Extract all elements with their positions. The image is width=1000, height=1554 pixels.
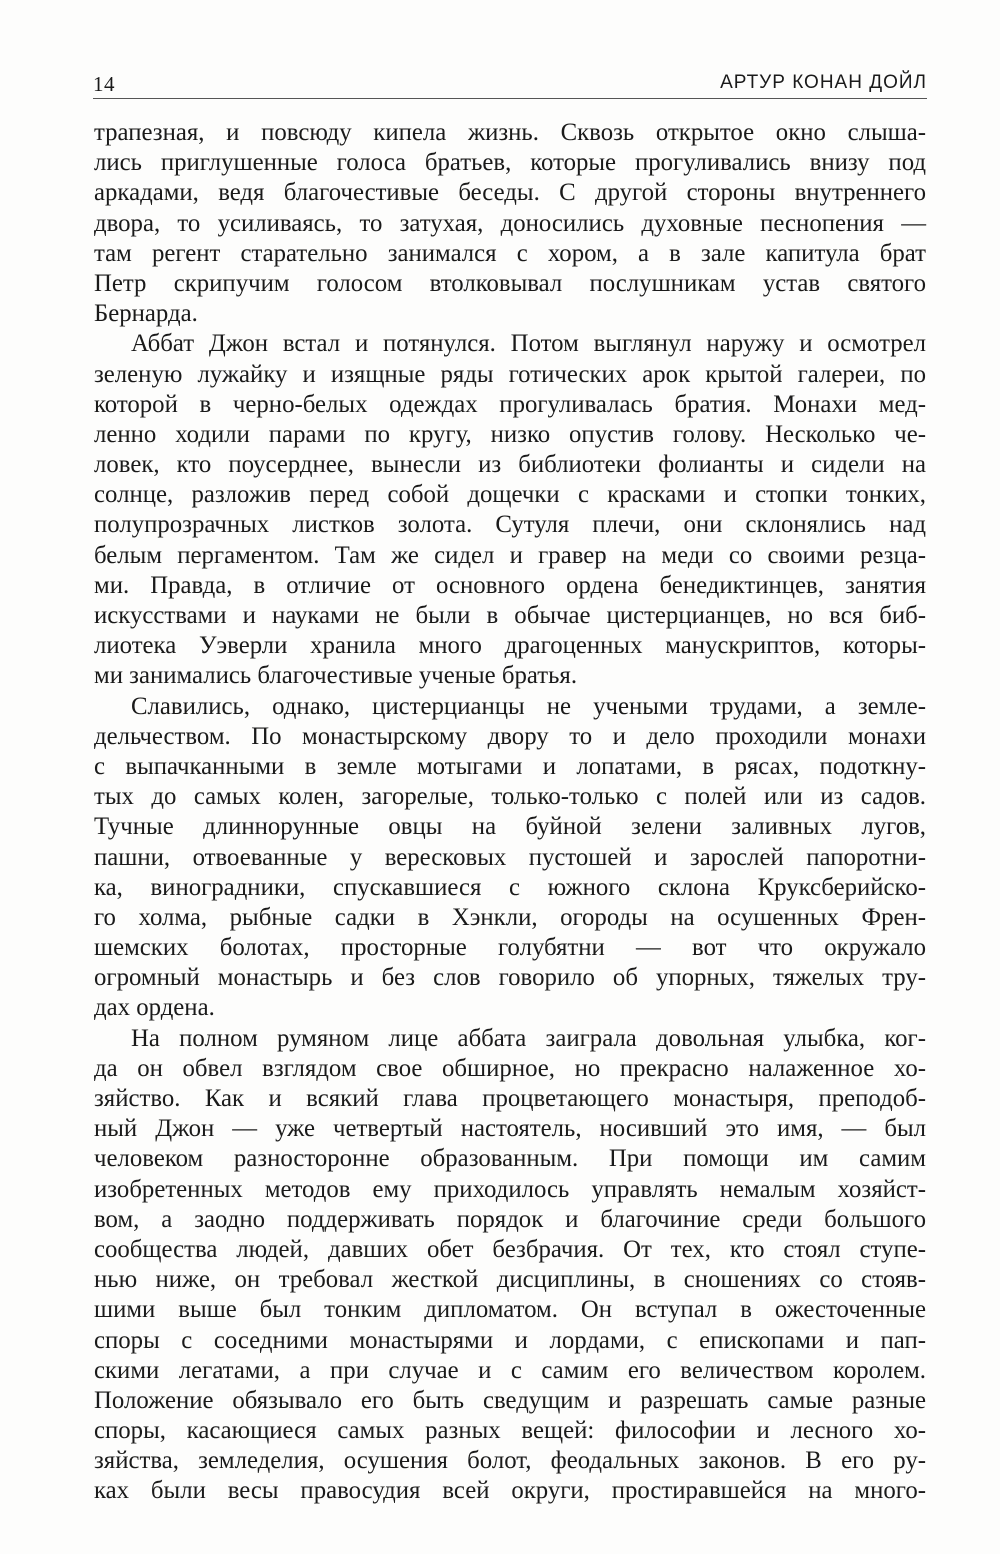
- text-line: нью ниже, он требовал жесткой дисциплины, в сношениях со стояв-: [94, 1266, 926, 1294]
- text-line: лиотека Уэверли хранила много драгоценных манускриптов, которы-: [94, 632, 926, 660]
- text-line: шими выше был тонким дипломатом. Он вступал в ожесточенные: [94, 1296, 926, 1324]
- text-line: ми. Правда, в отличие от основного ордена бенедиктинцев, занятия: [94, 571, 926, 599]
- text-line: Тучные длиннорунные овцы на буйной зелени заливных лугов,: [94, 813, 926, 841]
- text-line: полупрозрачных листков золота. Сутуля плечи, они склонялись над: [94, 511, 926, 539]
- text-line: лись приглушенные голоса братьев, которые прогуливались внизу под: [94, 149, 926, 177]
- paragraph-1: [94, 118, 926, 329]
- text-line: зяйства, земледелия, осушения болот, феодальных законов. В его ру-: [94, 1447, 926, 1475]
- text-line: солнце, разложив перед собой дощечки с красками и стопки тонких,: [94, 481, 926, 509]
- text-line: Славились, однако, цистерцианцы не учеными трудами, а земле-: [131, 692, 926, 720]
- text-line: ка, виноградники, спускавшиеся с южного склона Круксберийско-: [94, 873, 926, 901]
- text-line: Бернарда.: [94, 300, 198, 328]
- text-line: там регент старательно занимался с хором, а в зале капитула брат: [94, 239, 926, 267]
- paragraph-2: [94, 329, 926, 691]
- text-line: зяйство. Как и всякий глава процветающего монастыря, преподоб-: [94, 1085, 926, 1112]
- text-line: ках были весы правосудия всей округи, простиравшейся на много-: [94, 1477, 926, 1505]
- text-line: скими легатами, а при случае и с самим его величеством королем.: [94, 1356, 926, 1384]
- text-line: белым пергаментом. Там же сидел и гравер на меди со своими резца-: [94, 541, 926, 569]
- paragraph-3: [94, 692, 926, 1024]
- text-line: Аббат Джон встал и потянулся. Потом выглянул наружу и осмотрел: [131, 330, 926, 358]
- text-line: Положение обязывало его быть сведущим и разрешать самые разные: [94, 1386, 926, 1414]
- text-line: споры с соседними монастырями и лордами, с епископами и пап-: [94, 1326, 926, 1354]
- text-line: зеленую лужайку и изящные ряды готических арок крытой галереи, по: [94, 360, 926, 388]
- text-line: дах ордена.: [94, 994, 215, 1022]
- text-line: да он обвел взглядом свое обширное, но прекрасно налаженное хо-: [94, 1054, 926, 1082]
- body-text: [94, 118, 926, 1507]
- text-line: ловек, кто поусерднее, вынесли из библиотеки фолианты и сидели на: [94, 451, 926, 479]
- text-line: го холма, рыбные садки в Хэнкли, огороды на осушенных Френ-: [94, 903, 926, 931]
- text-line: сообщества людей, давших обет безбрачия. От тех, кто стоял ступе-: [94, 1235, 926, 1263]
- paragraph-4: [94, 1024, 926, 1507]
- text-line: дельчеством. По монастырскому двору то и дело проходили монахи: [94, 722, 926, 750]
- text-line: На полном румяном лице аббата заиграла довольная улыбка, ког-: [131, 1024, 926, 1052]
- book-author: АРТУР КОНАН ДОЙЛ: [720, 72, 927, 93]
- text-line: аркадами, ведя благочестивые беседы. С другой стороны внутреннего: [94, 179, 926, 207]
- text-line: споры, касающиеся самых разных вещей: философии и лесного хо-: [94, 1417, 926, 1445]
- text-line: ный Джон — уже четвертый настоятель, носивший это имя, — был: [94, 1115, 926, 1143]
- running-header: [93, 70, 927, 99]
- text-line: огромный монастырь и без слов говорило об упорных, тяжелых тру-: [94, 964, 926, 992]
- text-line: с выпачканными в земле мотыгами и лопатами, в рясах, подоткну-: [94, 752, 926, 780]
- text-line: пашни, отвоеванные у вересковых пустошей и зарослей папоротни-: [94, 843, 926, 871]
- text-line: изобретенных методов ему приходилось управлять немалым хозяйст-: [94, 1175, 926, 1203]
- text-line: человеком разносторонне образованным. При помощи им самим: [94, 1145, 926, 1173]
- text-line: ми занимались благочестивые ученые братья.: [94, 662, 578, 690]
- text-line: тых до самых колен, загорелые, только-только с полей или из садов.: [94, 783, 926, 811]
- text-line: Петр скрипучим голосом втолковывал послушникам устав святого: [94, 269, 926, 297]
- page-number: 14: [93, 72, 115, 96]
- text-line: вом, а заодно поддерживать порядок и благочиние среди большого: [94, 1205, 926, 1233]
- text-line: ленно ходили парами по кругу, низко опустив голову. Несколько че-: [94, 420, 926, 448]
- text-line: трапезная, и повсюду кипела жизнь. Сквозь открытое окно слыша-: [94, 119, 926, 146]
- text-line: двора, то усиливаясь, то затухая, доносились духовные песнопения —: [94, 209, 926, 237]
- text-line: искусствами и науками не были в обычае цистерцианцев, но вся биб-: [94, 602, 926, 629]
- text-line: шемских болотах, просторные голубятни — вот что окружало: [94, 934, 926, 962]
- text-line: которой в черно-белых одеждах прогуливалась братия. Монахи мед-: [94, 390, 926, 418]
